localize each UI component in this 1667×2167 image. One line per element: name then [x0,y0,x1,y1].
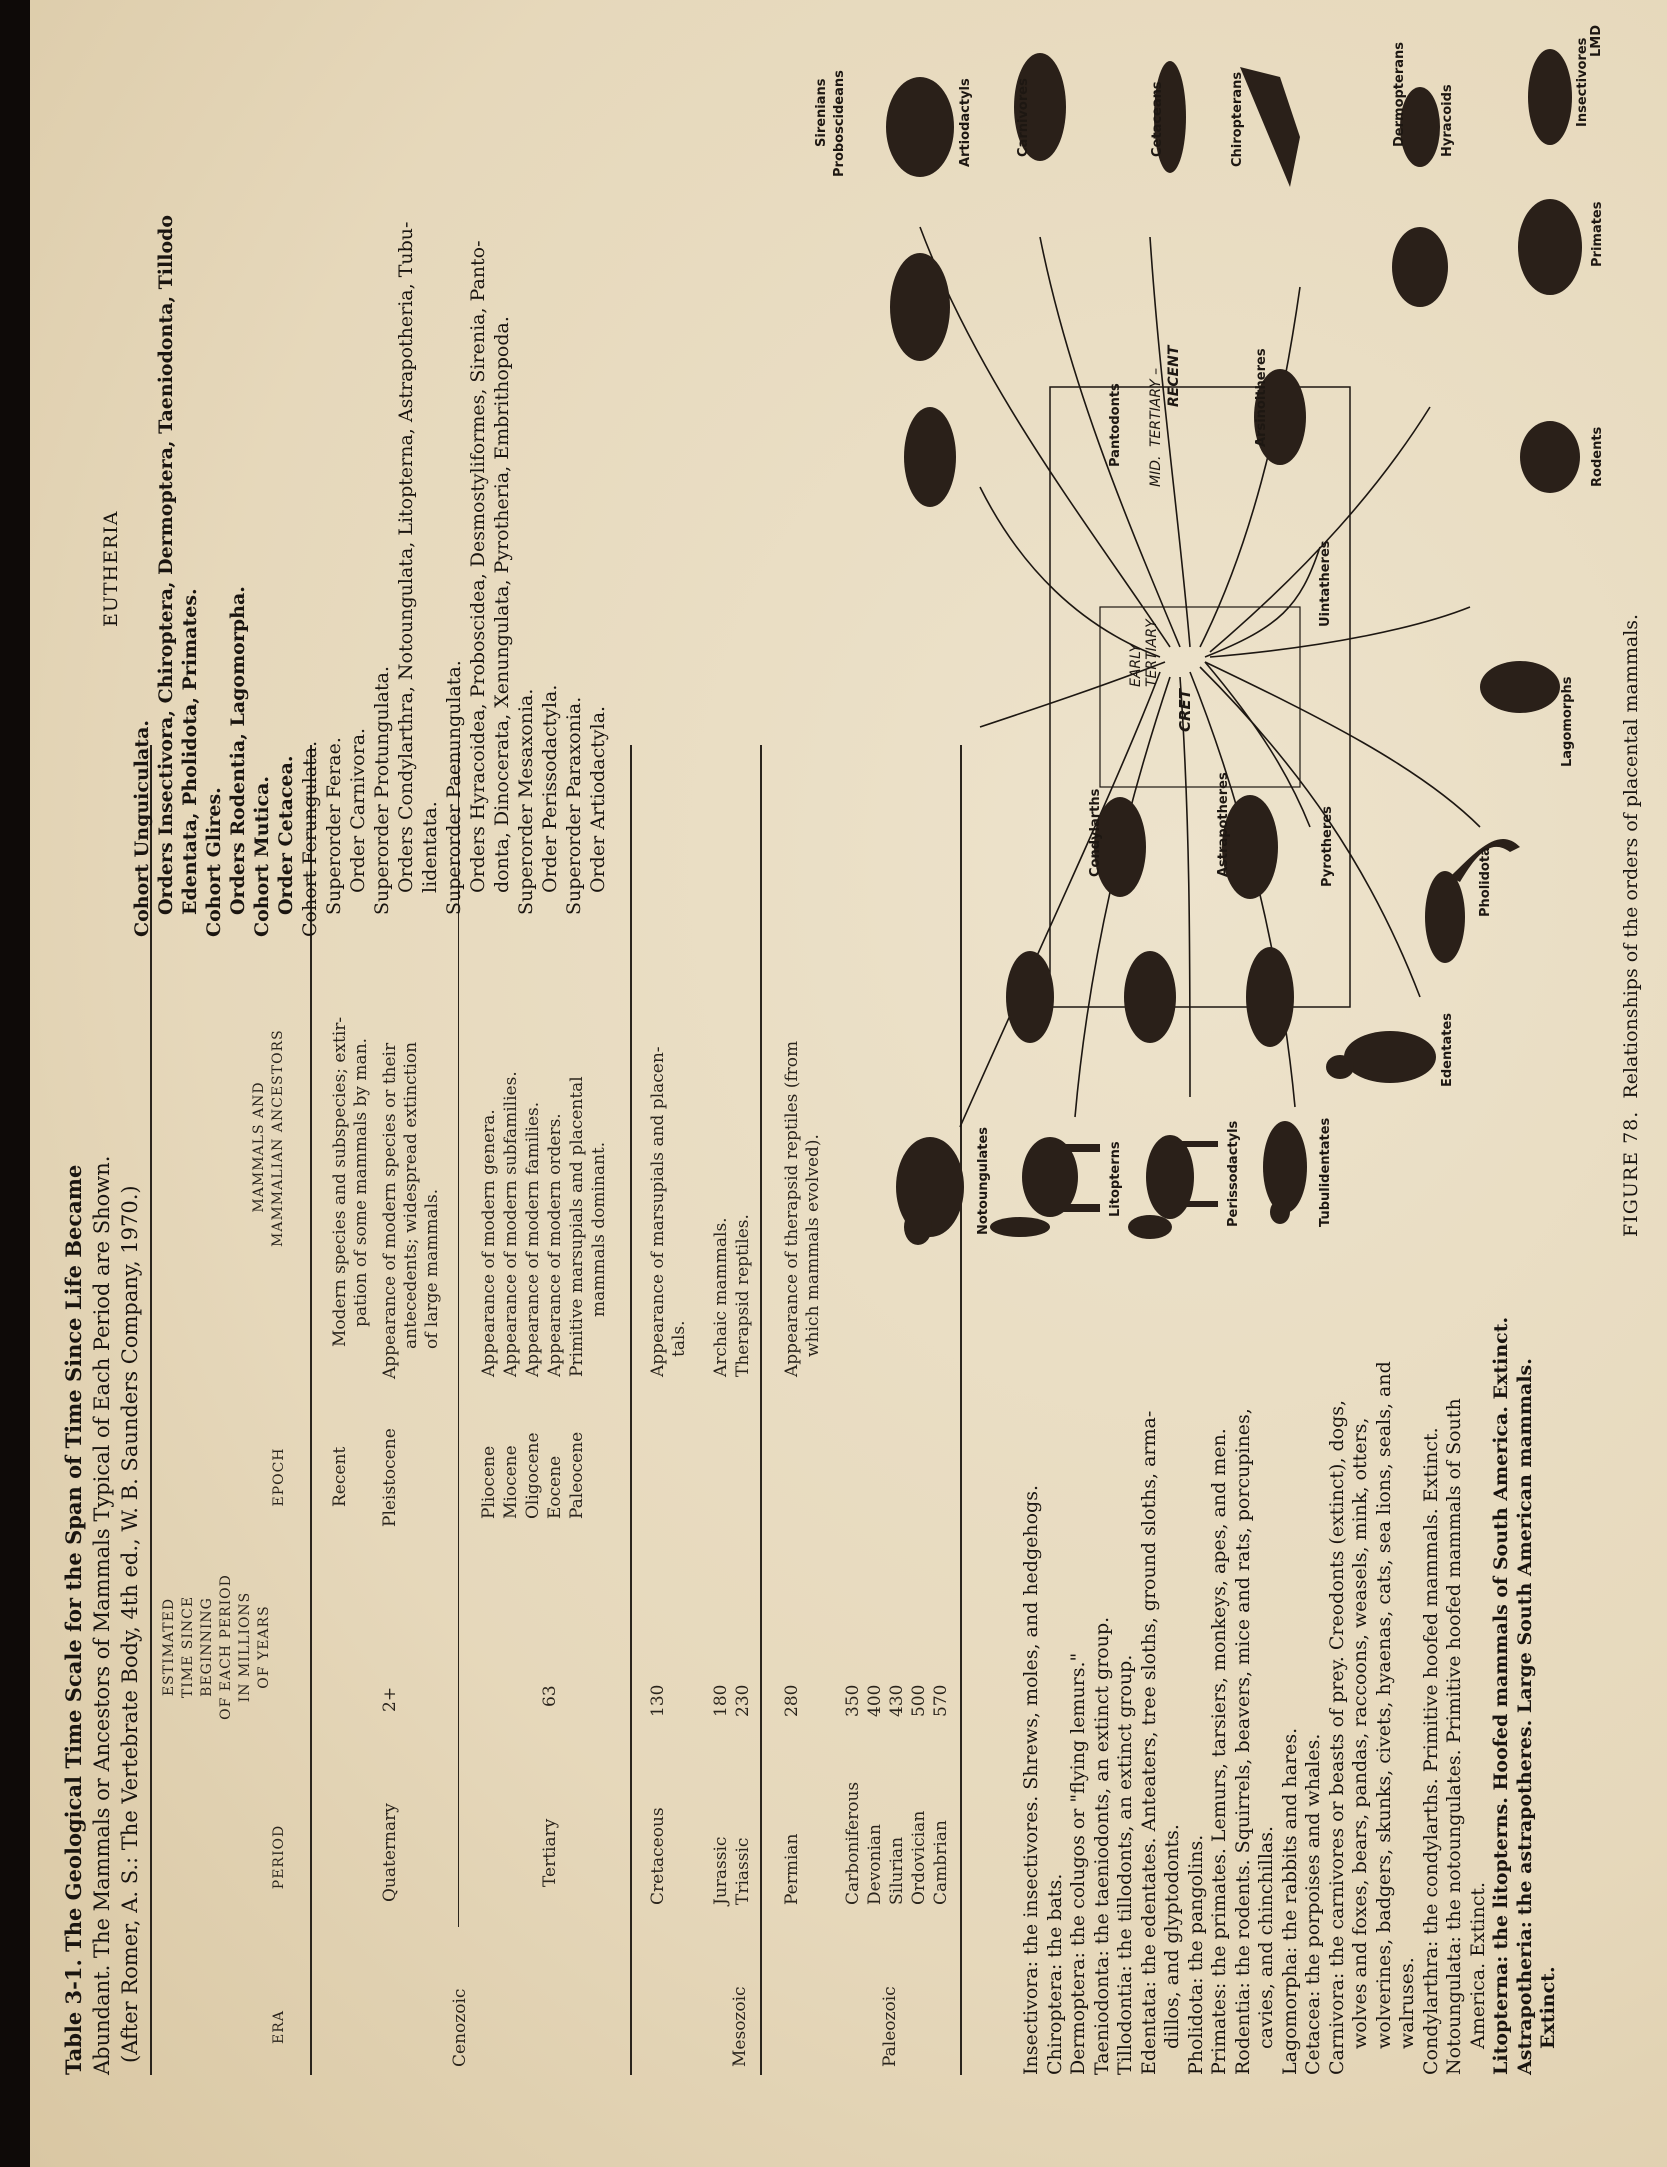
label-pantodonts: Pantodonts [1108,383,1123,467]
glossary-term: Edentata: [1137,1981,1160,2075]
glossary-line [1420,1317,1444,2075]
label-chiropterans: Chiropterans [1230,71,1245,167]
classification-line: Superorder Protungulata. [371,665,393,915]
classification-line: Orders Condylarthra, Notoungulata, Litopterna, Astrapotheria, Tubu- [395,221,417,893]
label-tertiary-recent: TERTIARY – [1148,367,1164,447]
period-tertiary: Tertiary [540,1818,560,1887]
label-uintatheres: Uintatheres [1318,540,1333,627]
glossary-line [1349,1317,1373,2075]
period-devonian: Devonian [865,1824,885,1905]
classification-line: Order Perissodactyla. [539,684,561,893]
classification-line: Cohort Unguiculata. [131,720,153,937]
label-condylarths: Condylarths [1088,788,1103,877]
label-primates: Primates [1590,201,1605,267]
glossary [1020,1317,1561,2075]
label-proboscideans: Proboscideans [832,70,847,177]
epoch-eocene: Eocene [545,1455,565,1519]
table-header-rule [310,745,312,2075]
glossary-line [1208,1317,1232,2075]
period-ordovician: Ordovician [909,1810,929,1905]
glossary-text: dillos, and glyptodonts. [1161,1824,1183,2049]
header-era: ERA [271,2010,287,2044]
tertiary-epochs [478,1432,588,1519]
label-edentates: Edentates [1440,1012,1455,1087]
label-early-tertiary: TERTIARY [1144,619,1160,687]
era-cenozoic: Cenozoic [450,1988,470,2067]
paleozoic-times: 350 400 430 500 570 [843,1684,951,1717]
glossary-text: the porpoises and whales. [1302,1733,1324,1985]
epoch-pliocene: Pliocene [479,1445,499,1519]
glossary-text: the astrapotheres. Large South American mammals. [1513,1358,1536,1916]
classification-line: donta, Dinocerata, Xenungulata, Pyrotheria, Embrithopoda. [491,316,513,893]
glossary-text: Extinct. [1537,1966,1559,2049]
classification-line: lidentata. [419,801,441,893]
table-caption-line-1: Table 3-1. The Geological Time Scale for the Span of Time Since Life Became [61,1164,86,2075]
illustrator-signature: LMD [1589,24,1604,57]
tertiary-descs: Appearance of modern genera. Appearance of modern subfamilies. Appearance of modern families. Appearance of modern orders. Primitive marsupials and placental mammals dominant. [479,1071,609,1377]
glossary-term: Tillodontia: [1114,1965,1136,2075]
glossary-term: Pholidota: [1184,1977,1207,2075]
label-artiodactyls: Artiodactyls [958,78,973,167]
label-mid: MID. [1148,455,1164,487]
classification-line: Order Carnivora. [347,727,369,893]
glossary-term: Astrapotheria: [1513,1921,1536,2075]
glossary-term: Dermoptera: [1067,1952,1089,2075]
header-time: ESTIMATED TIME SINCE BEGINNING OF EACH PERIOD IN MILLIONS OF YEARS [161,1574,272,1720]
period-triassic: Triassic [733,1837,753,1905]
classification-line: Cohort Mutica. [251,775,273,937]
classification-line: Order Cetacea. [275,755,297,915]
eutheria-heading: EUTHERIA [100,510,122,627]
table-caption-line-2: Abundant. The Mammals or Ancestors of Mammals Typical of Each Period are Shown. [90,1155,114,2075]
glossary-line [1396,1317,1420,2075]
table-top-rule [150,745,152,2075]
glossary-text: the colugos or "flying lemurs." [1067,1652,1089,1947]
glossary-text: the taeniodonts, an extinct group. [1090,1616,1113,1945]
table-caption-line-3: (After Romer, A. S.: The Vertebrate Body, 4th ed., W. B. Saunders Company, 1970.) [118,1185,142,2063]
glossary-text: cavies, and chinchillas. [1255,1825,1277,2049]
desc-recent: Modern species and subspecies; extir- pation of some mammals by man. [330,1016,371,1347]
classification-line: Superorder Ferae. [323,737,345,915]
label-pholidota: Pholidota [1478,847,1493,917]
classification-line: Cohort Ferungulata. [299,740,321,937]
glossary-term: Taeniodonta: [1090,1950,1113,2075]
glossary-line [1490,1317,1514,2075]
glossary-line [1467,1317,1491,2075]
label-recent: RECENT [1166,345,1182,407]
glossary-line [1067,1317,1091,2075]
epoch-paleocene: Paleocene [567,1431,587,1519]
glossary-text: the notoungulates. Primitive hoofed mammals of South [1443,1398,1465,1931]
classification-line: Order Artiodactyla. [587,705,609,893]
figure-78-diagram [860,17,1620,1247]
glossary-line [1232,1317,1256,2075]
classification-line: Orders Rodentia, Lagomorpha. [227,586,249,915]
book-spine [0,0,30,2167]
rotated-page-content [30,0,1667,2167]
table-rule-mesozoic [630,745,632,2075]
glossary-text: the pangolins. [1184,1834,1207,1972]
glossary-line [1537,1317,1561,2075]
period-permian: Permian [782,1833,802,1905]
glossary-line [1302,1317,1326,2075]
header-mammals: MAMMALS AND MAMMALIAN ANCESTORS [251,1029,286,1247]
glossary-text: the insectivores. Shrews, moles, and hedgehogs. [1020,1485,1042,1955]
label-litopterns: Litopterns [1108,1141,1123,1217]
label-astrapotheres: Astrapotheres [1216,772,1231,877]
classification-line: Orders Hyracoidea, Proboscidea, Desmostyliformes, Sirenia, Panto- [467,240,489,893]
classification-line: Orders Insectivora, Chiroptera, Dermoptera, Taeniodonta, Tillodo [155,214,177,915]
classification-line: Edentata, Pholidota, Primates. [179,588,201,915]
glossary-text: the condylarths. Primitive hoofed mammals. Extinct. [1419,1427,1442,1935]
label-carnivores: Carnivores [1016,78,1031,157]
header-period: PERIOD [271,1824,287,1890]
glossary-text: wolverines, badgers, skunks, civets, hyaenas, cats, sea lions, seals, and [1372,1361,1395,2049]
glossary-text: the rodents. Squirrels, beavers, mice and rats, porcupines, [1231,1408,1254,1977]
glossary-line [1138,1317,1162,2075]
glossary-term: Lagomorpha: [1278,1946,1301,2075]
glossary-text: the edentates. Anteaters, tree sloths, ground sloths, arma- [1137,1410,1160,1976]
glossary-line [1514,1317,1538,2075]
glossary-term: Primates: [1208,1982,1230,2075]
glossary-term: Carnivora: [1325,1972,1348,2075]
table-rule-paleozoic [760,745,762,2075]
label-hyracoids: Hyracoids [1440,84,1455,157]
epoch-oligocene: Oligocene [523,1432,543,1519]
epoch-recent: Recent [330,1446,350,1507]
era-paleozoic: Paleozoic [880,1986,900,2067]
period-cambrian: Cambrian [931,1820,951,1905]
period-jurassic-triassic [710,1837,754,1905]
glossary-line [1044,1317,1068,2075]
label-cetaceans: Cetaceans [1150,81,1165,157]
time-cretaceous: 130 [648,1684,668,1717]
period-silurian: Silurian [887,1836,907,1905]
glossary-text: the carnivores or beasts of prey. Creodonts (extinct), dogs, [1325,1399,1348,1967]
glossary-text: wolves and foxes, bears, pandas, raccoons, weasels, mink, otters, [1349,1417,1371,2049]
glossary-text: the rabbits and hares. [1278,1727,1301,1941]
time-permian: 280 [782,1684,802,1717]
glossary-line [1020,1317,1044,2075]
paleozoic-periods [842,1782,952,1905]
label-arsinoitheres: Arsinoitheres [1254,348,1269,447]
classification-list [130,215,610,937]
label-early: EARLY [1128,643,1144,687]
label-notoungulates: Notoungulates [976,1126,991,1235]
classification-line: Superorder Paraxonia. [563,696,585,915]
period-carboniferous: Carboniferous [843,1781,863,1905]
label-rodents: Rodents [1590,426,1605,487]
glossary-line [1326,1317,1350,2075]
glossary-term: Condylarthra: [1419,1940,1442,2075]
glossary-text: the bats. [1043,1873,1066,1958]
label-lagomorphs: Lagomorphs [1560,676,1575,767]
glossary-term: Cetacea: [1302,1990,1324,2075]
glossary-term: Notoungulata: [1443,1936,1465,2075]
epoch-pleistocene: Pleistocene [380,1428,400,1527]
glossary-text: the primates. Lemurs, tarsiers, monkeys, apes, and men. [1208,1428,1230,1977]
glossary-line [1114,1317,1138,2075]
label-tubulidentates: Tubulidentates [1318,1117,1333,1227]
period-quaternary: Quaternary [380,1803,400,1902]
time-jurassic-triassic: 180 230 [711,1684,753,1717]
label-pyrotheres: Pyrotheres [1320,806,1335,887]
glossary-term: Rodentia: [1231,1982,1254,2075]
label-dermopterans: Dermopterans [1392,41,1407,147]
glossary-line [1255,1317,1279,2075]
glossary-line [1279,1317,1303,2075]
classification-line: Cohort Glires. [203,787,225,937]
glossary-text: the litopterns. Hoofed mammals of South America. Extinct. [1490,1316,1512,1950]
classification-line: Superorder Mesaxonia. [515,688,537,915]
desc-pleistocene: Appearance of modern species or their antecedents; widespread extinction of large mammals. [380,1041,442,1379]
epoch-miocene: Miocene [501,1445,521,1519]
time-tertiary: 63 [540,1685,560,1707]
period-cretaceous: Cretaceous [648,1807,668,1905]
label-cret: CRET [1176,688,1194,732]
glossary-term: Chiroptera: [1043,1963,1066,2075]
desc-jurassic-triassic: Archaic mammals. Therapsid reptiles. [711,1214,753,1377]
time-quaternary: 2+ [380,1686,400,1712]
desc-cretaceous: Appearance of marsupials and placen- tals. [648,1046,689,1377]
glossary-term: Litopterna: [1490,1955,1512,2075]
glossary-term: Insectivora: [1020,1960,1042,2075]
glossary-line [1373,1317,1397,2075]
glossary-text: walruses. [1396,1957,1418,2049]
era-mesozoic: Mesozoic [730,1986,750,2067]
glossary-text: the tillodonts, an extinct group. [1114,1654,1136,1960]
period-jurassic: Jurassic [711,1836,731,1905]
label-insectivores: Insectivores [1575,37,1590,127]
glossary-line [1091,1317,1115,2075]
glossary-text: America. Extinct. [1466,1881,1489,2049]
glossary-line [1443,1317,1467,2075]
desc-permian: Appearance of therapsid reptiles (from which mammals evolved). [782,1040,823,1377]
figure-78 [814,17,1650,1247]
label-perissodactyls: Perissodactyls [1226,1120,1241,1227]
figure-caption: FIGURE 78. Relationships of the orders of placental mammals. [1620,613,1642,1237]
label-sirenians: Sirenians [814,78,829,147]
glossary-line [1185,1317,1209,2075]
glossary-line [1161,1317,1185,2075]
header-epoch: EPOCH [271,1447,287,1507]
classification-line: Superorder Paenungulata. [443,660,465,915]
